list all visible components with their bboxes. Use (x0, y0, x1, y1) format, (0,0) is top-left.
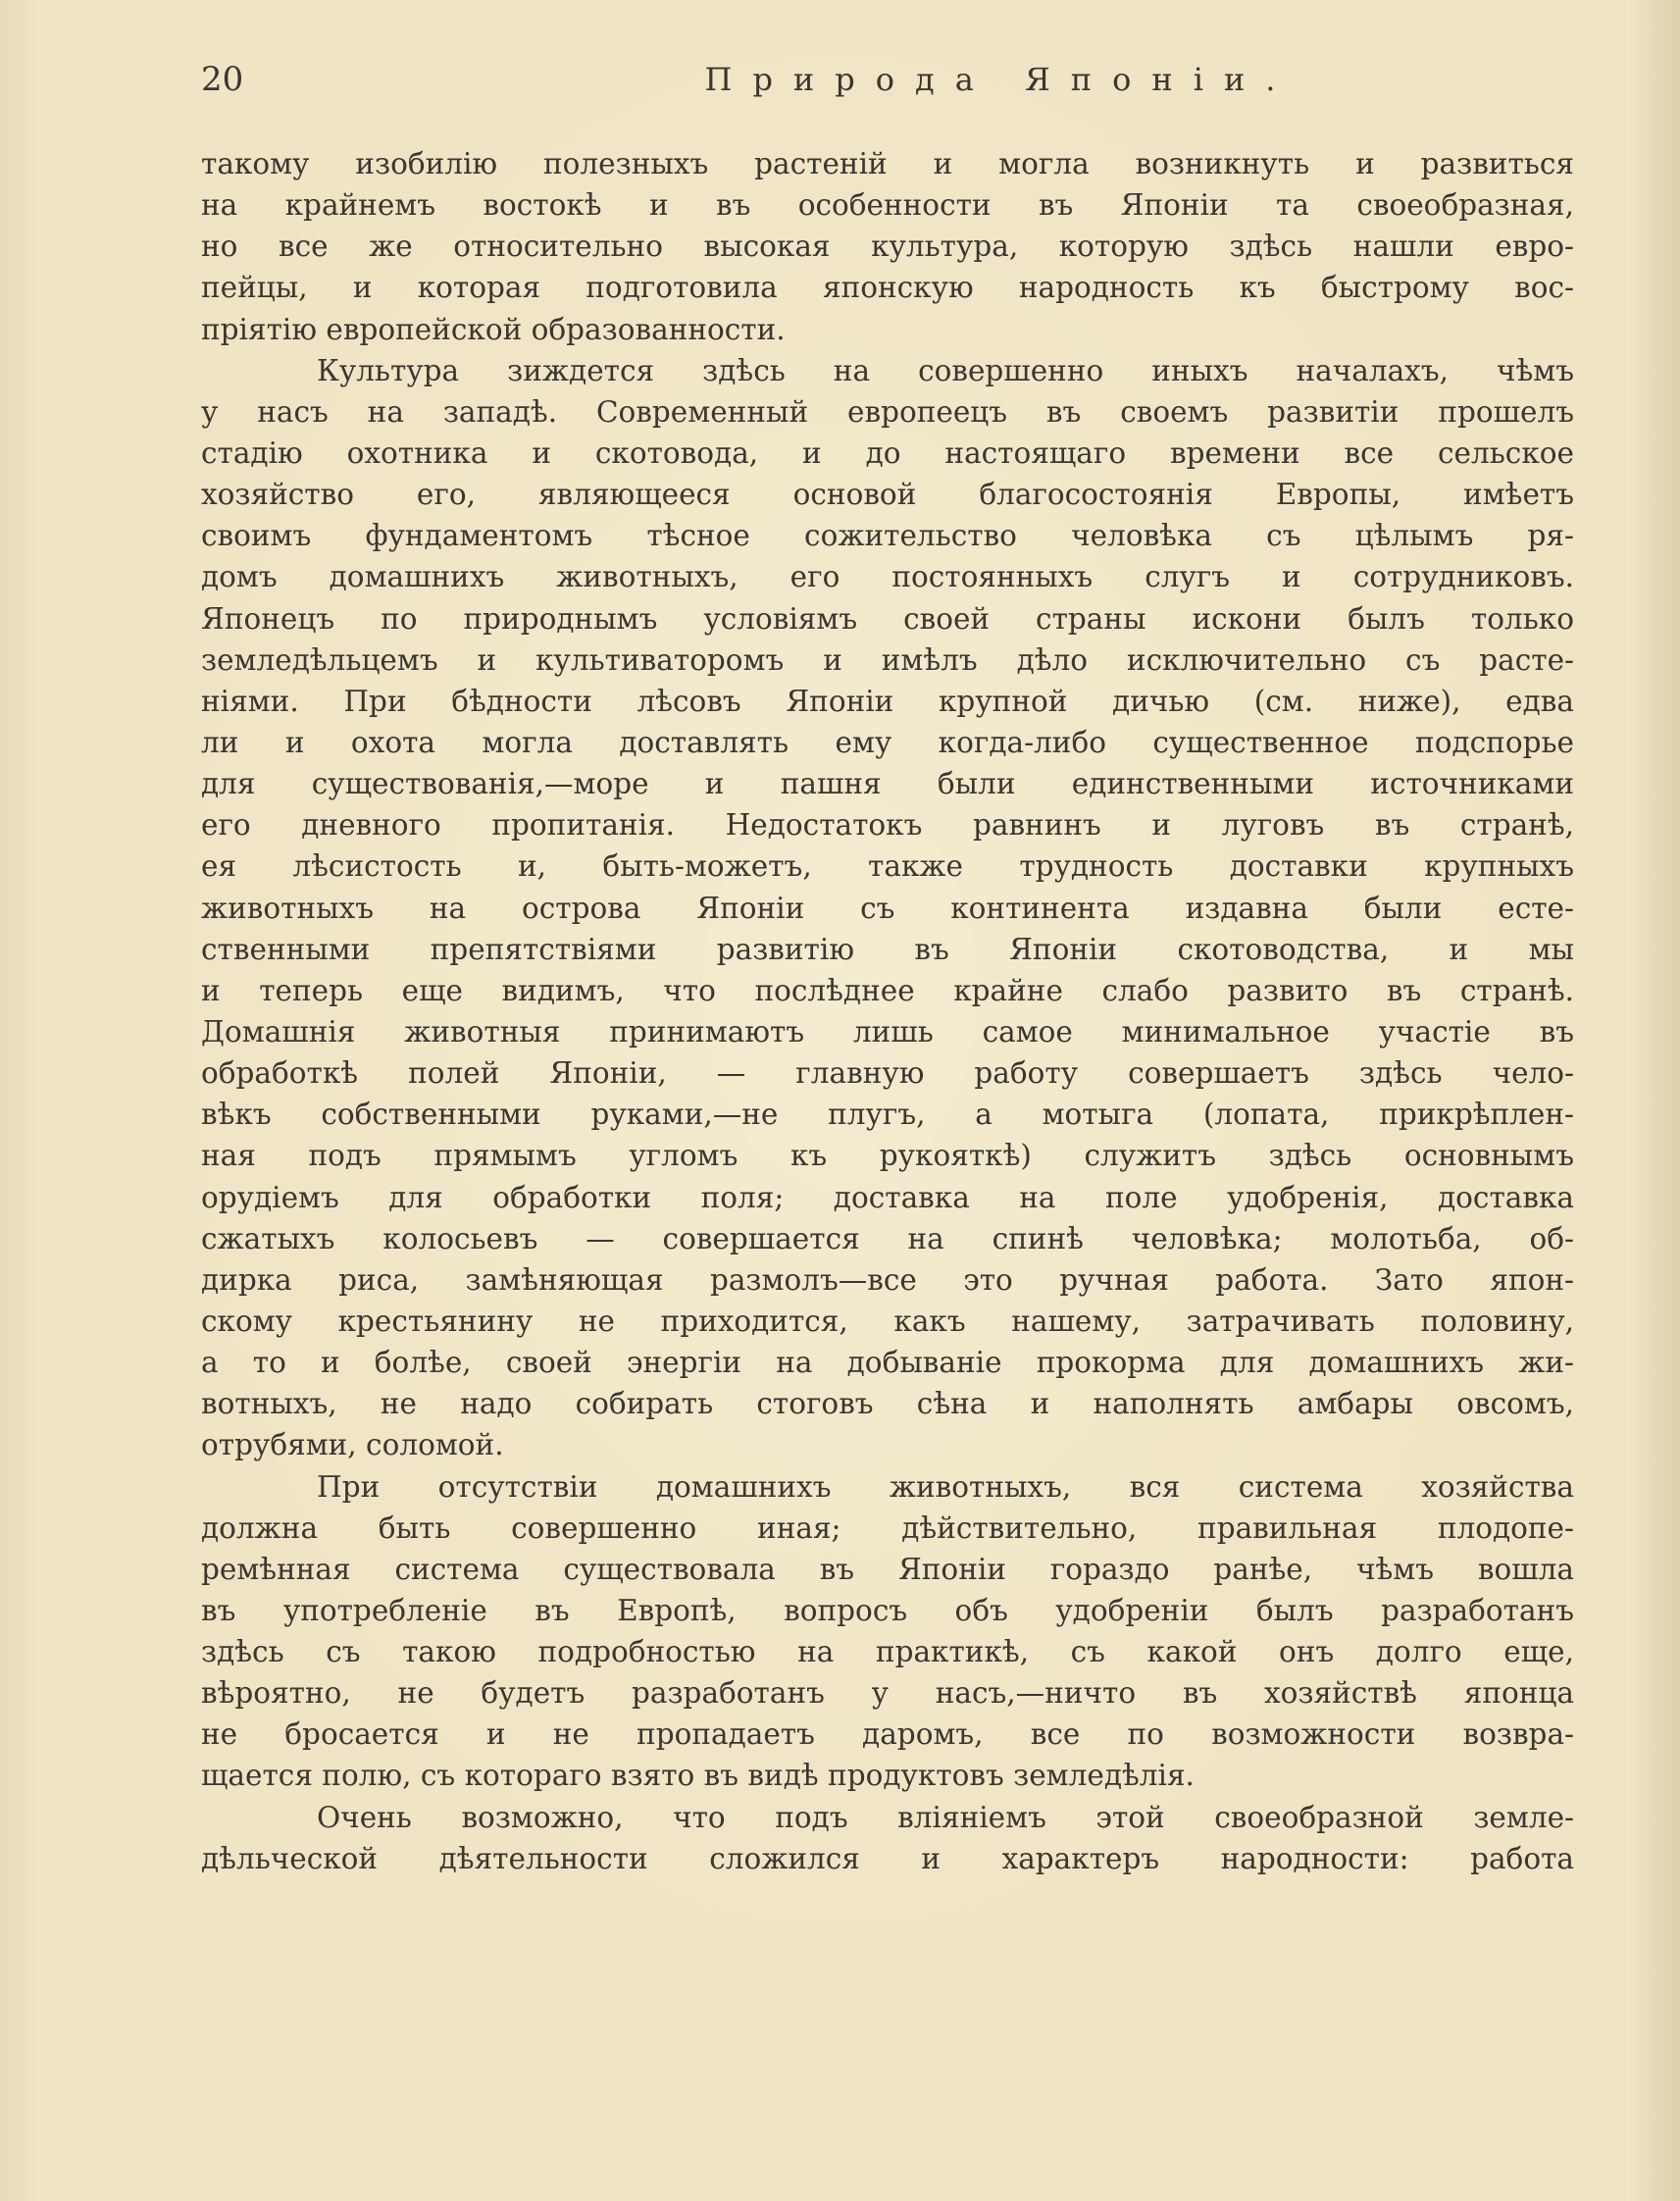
text-line: въ употребленіе въ Европѣ, вопросъ объ удобреніи былъ разработанъ (201, 1593, 1574, 1627)
text-line: не бросается и не пропадаетъ даромъ, все по возможности возвра- (201, 1717, 1574, 1752)
text-line: на крайнемъ востокѣ и въ особенности въ Японіи та своеобразная, (201, 188, 1574, 223)
page-header (201, 57, 1574, 106)
text-line: сжатыхъ колосьевъ — совершается на спинѣ человѣка; молотьба, об- (201, 1221, 1574, 1255)
text-line: обработкѣ полей Японіи, — главную работу совершаетъ здѣсь чело- (201, 1056, 1574, 1091)
text-line: и теперь еще видимъ, что послѣднее крайне слабо развито въ странѣ. (201, 973, 1574, 1007)
text-line: земледѣльцемъ и культиваторомъ и имѣлъ дѣло исключительно съ расте- (201, 642, 1574, 677)
text-line: для существованія,—море и пашня были единственными источниками (201, 767, 1574, 801)
text-line: но все же относительно высокая культура, которую здѣсь нашли евро- (201, 230, 1574, 264)
text-line: животныхъ на острова Японіи съ континента издавна были есте- (201, 891, 1574, 925)
text-line: своимъ фундаментомъ тѣсное сожительство человѣка съ цѣлымъ ря- (201, 519, 1574, 553)
text-line: ственными препятствіями развитію въ Японіи скотоводства, и мы (201, 932, 1574, 966)
text-line: у насъ на западѣ. Современный европеецъ въ своемъ развитіи прошелъ (201, 394, 1574, 429)
text-line: пріятію европейской образованности. (201, 312, 786, 346)
text-line: пейцы, и которая подготовила японскую народность къ быстрому вос- (201, 271, 1574, 305)
text-line: хозяйство его, являющееся основой благосостоянія Европы, имѣетъ (201, 478, 1574, 512)
text-line: щается полю, съ котораго взято въ видѣ продуктовъ земледѣлія. (201, 1759, 1195, 1793)
page-number: 20 (201, 60, 244, 99)
text-line: должна быть совершенно иная; дѣйствительно, правильная плодопе- (201, 1510, 1574, 1545)
text-line: ніями. При бѣдности лѣсовъ Японіи крупной дичью (см. ниже), едва (201, 684, 1574, 718)
body-text (201, 143, 1574, 1879)
text-line: домъ домашнихъ животныхъ, его постоянныхъ слугъ и сотрудниковъ. (201, 560, 1574, 594)
text-line: орудіемъ для обработки поля; доставка на поле удобренія, доставка (201, 1180, 1574, 1214)
text-line: его дневного пропитанія. Недостатокъ равнинъ и луговъ въ странѣ, (201, 808, 1574, 843)
text-line: такому изобилію полезныхъ растеній и могла возникнуть и развиться (201, 147, 1574, 180)
text-line: здѣсь съ такою подробностью на практикѣ, съ какой онъ долго еще, (201, 1635, 1574, 1669)
text-line: отрубями, соломой. (201, 1428, 504, 1462)
text-line: ея лѣсистость и, быть-можетъ, также трудность доставки крупныхъ (201, 849, 1574, 884)
text-line: вѣкъ собственными руками,—не плугъ, а мотыга (лопата, прикрѣплен- (201, 1098, 1574, 1132)
text-line: вотныхъ, не надо собирать стоговъ сѣна и наполнять амбары овсомъ, (201, 1387, 1574, 1421)
text-line: а то и болѣе, своей энергіи на добываніе прокорма для домашнихъ жи- (201, 1346, 1574, 1380)
text-line: дирка риса, замѣняющая размолъ—все это ручная работа. Зато япон- (201, 1262, 1574, 1297)
text-line: дѣльческой дѣятельности сложился и характеръ народности: работа (201, 1841, 1574, 1875)
text-line: Очень возможно, что подъ вліяніемъ этой своеобразной земле- (317, 1800, 1574, 1834)
text-line: скому крестьянину не приходится, какъ нашему, затрачивать половину, (201, 1304, 1574, 1338)
text-line: ремѣнная система существовала въ Японіи гораздо ранѣе, чѣмъ вошла (201, 1552, 1574, 1586)
running-title: Природа Японіи. (704, 61, 1297, 98)
text-line: ли и охота могла доставлять ему когда-либо существенное подспорье (201, 725, 1574, 759)
text-line: При отсутствіи домашнихъ животныхъ, вся система хозяйства (317, 1469, 1574, 1504)
text-line: Культура зиждется здѣсь на совершенно иныхъ началахъ, чѣмъ (317, 353, 1574, 387)
text-line: ная подъ прямымъ угломъ къ рукояткѣ) служитъ здѣсь основнымъ (201, 1139, 1574, 1173)
text-line: Японецъ по природнымъ условіямъ своей страны искони былъ только (201, 601, 1574, 636)
text-line: Домашнія животныя принимаютъ лишь самое минимальное участіе въ (201, 1014, 1574, 1049)
text-line: вѣроятно, не будетъ разработанъ у насъ,—ничто въ хозяйствѣ японца (201, 1676, 1574, 1711)
text-line: стадію охотника и скотовода, и до настоящаго времени все сельское (201, 435, 1574, 470)
